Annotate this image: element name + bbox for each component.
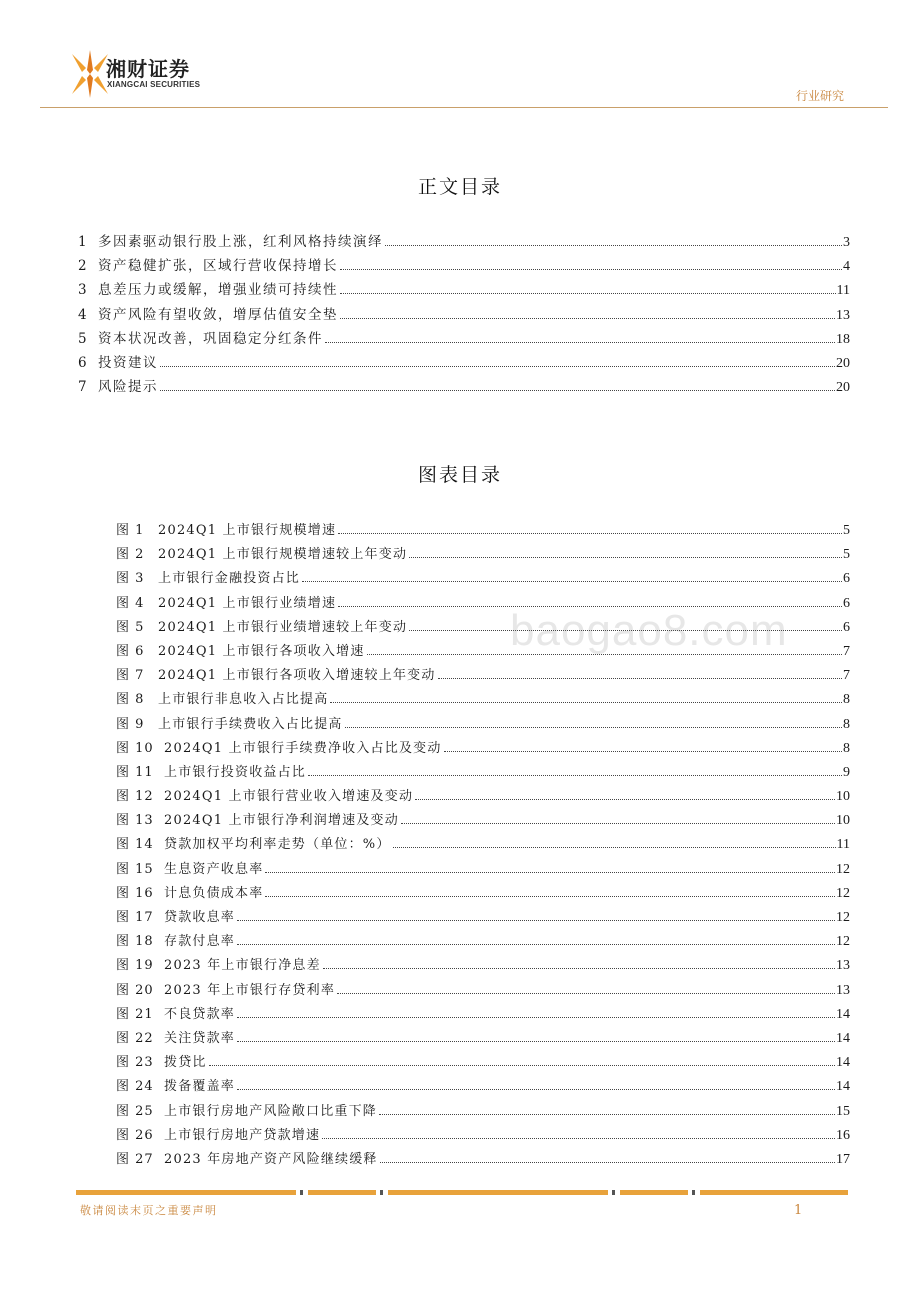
figure-label[interactable]: 贷款收息率 <box>164 910 236 925</box>
toc-dot-leader <box>385 244 842 246</box>
figure-dot-leader <box>438 677 842 679</box>
report-type-label: 行业研究 <box>795 89 844 103</box>
figure-dot-leader <box>409 629 842 631</box>
xiangcai-logo-icon <box>70 48 110 100</box>
toc-entry[interactable] <box>78 278 850 302</box>
figure-label[interactable]: 2023 年上市银行存贷利率 <box>164 982 336 998</box>
figure-label[interactable]: 上市银行房地产风险敞口比重下降 <box>164 1103 378 1119</box>
figure-page: 13 <box>836 958 850 974</box>
figure-toc-entry[interactable] <box>116 979 850 1003</box>
figure-page: 6 <box>843 595 850 611</box>
figure-number: 图 16 <box>116 885 154 901</box>
header-divider <box>40 107 888 108</box>
figure-page: 14 <box>836 1030 850 1046</box>
figure-label[interactable]: 2024Q1 上市银行各项收入增速较上年变动 <box>158 668 436 684</box>
figure-dot-leader <box>401 822 835 824</box>
figure-toc-list <box>116 519 850 1172</box>
toc-entry[interactable] <box>78 351 850 375</box>
figure-toc-entry[interactable] <box>116 906 850 930</box>
figure-dot-leader <box>265 871 835 873</box>
figure-dot-leader <box>444 750 842 752</box>
figure-number: 图 4 <box>116 595 145 611</box>
toc-entry-page: 11 <box>836 283 850 299</box>
figure-page: 6 <box>843 571 850 587</box>
figure-label[interactable]: 2024Q1 上市银行手续费净收入占比及变动 <box>164 740 442 756</box>
toc-entry-label[interactable]: 资产稳健扩张，区域行营收保持增长 <box>98 258 338 275</box>
toc-entry-number: 5 <box>78 330 87 347</box>
figure-page: 10 <box>836 789 850 805</box>
figure-toc-entry[interactable] <box>116 882 850 906</box>
figure-dot-leader <box>209 1064 835 1066</box>
figure-dot-leader <box>330 701 842 703</box>
figure-toc-entry[interactable] <box>116 930 850 954</box>
toc-entry[interactable] <box>78 375 850 399</box>
figure-number: 图 10 <box>116 740 154 756</box>
figure-label[interactable]: 生息资产收息率 <box>164 861 264 877</box>
figure-label[interactable]: 上市银行房地产贷款增速 <box>164 1127 321 1143</box>
figure-page: 5 <box>843 523 850 538</box>
figure-dot-leader <box>415 798 835 800</box>
figure-dot-leader <box>237 919 835 921</box>
figure-number: 图 1 <box>116 523 145 538</box>
figure-page: 12 <box>836 934 850 950</box>
figure-toc-entry[interactable] <box>116 1051 850 1075</box>
figure-number: 图 23 <box>116 1055 154 1071</box>
figure-dot-leader <box>322 1137 835 1139</box>
figure-dot-leader <box>302 580 842 582</box>
page-header <box>0 0 920 110</box>
figure-dot-leader <box>265 895 835 897</box>
figure-toc-entry[interactable] <box>116 833 850 857</box>
toc-dot-leader <box>340 292 836 294</box>
figure-toc-entry[interactable] <box>116 713 850 737</box>
brand-name-cn: 湘财证券 <box>106 57 190 81</box>
figure-number: 图 5 <box>116 619 145 635</box>
figure-dot-leader <box>380 1161 835 1163</box>
figure-page: 12 <box>836 885 850 901</box>
figure-number: 图 25 <box>116 1103 154 1119</box>
toc-entry[interactable] <box>78 230 850 254</box>
figure-number: 图 22 <box>116 1030 154 1046</box>
figure-dot-leader <box>338 532 842 534</box>
footer-decorative-bar <box>76 1190 848 1195</box>
figure-number: 图 27 <box>116 1151 154 1167</box>
figure-page: 10 <box>836 813 850 829</box>
toc-entry-page: 20 <box>836 355 850 371</box>
figure-dot-leader <box>237 1040 835 1042</box>
toc-entry-label[interactable]: 投资建议 <box>98 354 158 371</box>
figure-page: 7 <box>843 643 850 659</box>
figure-page: 12 <box>836 861 850 877</box>
toc-entry[interactable] <box>78 327 850 351</box>
figure-page: 8 <box>843 740 850 756</box>
toc-entry-page: 3 <box>843 235 850 250</box>
figure-number: 图 15 <box>116 861 154 877</box>
figure-dot-leader <box>345 726 842 728</box>
figure-page: 13 <box>836 982 850 998</box>
figure-label[interactable]: 2024Q1 上市银行规模增速 <box>158 523 337 538</box>
figure-toc-entry[interactable] <box>116 1003 850 1027</box>
watermark: baogao8.com <box>510 606 788 655</box>
toc-dot-leader <box>340 268 842 270</box>
figure-toc-entry[interactable] <box>116 954 850 978</box>
figure-number: 图 19 <box>116 958 154 974</box>
toc-entry[interactable] <box>78 254 850 278</box>
figure-number: 图 9 <box>116 716 145 732</box>
figure-toc-entry[interactable] <box>116 616 850 640</box>
toc-dot-leader <box>340 317 835 319</box>
figure-page: 6 <box>843 619 850 635</box>
figure-label[interactable]: 2023 年上市银行净息差 <box>164 958 321 974</box>
figure-dot-leader <box>409 556 842 558</box>
figure-page: 17 <box>836 1151 850 1167</box>
toc-entry[interactable] <box>78 303 850 327</box>
toc-entry-number: 3 <box>78 282 87 299</box>
figure-page: 14 <box>836 1006 850 1022</box>
figure-page: 5 <box>843 547 850 563</box>
figure-dot-leader <box>379 1113 835 1115</box>
figure-dot-leader <box>337 992 835 994</box>
figure-toc-entry[interactable] <box>116 567 850 591</box>
figure-toc-entry[interactable] <box>116 543 850 567</box>
figure-page: 14 <box>836 1055 850 1071</box>
figure-toc-entry[interactable] <box>116 1027 850 1051</box>
figure-number: 图 7 <box>116 668 145 684</box>
figure-toc-entry[interactable] <box>116 785 850 809</box>
figure-label[interactable]: 2024Q1 上市银行规模增速较上年变动 <box>158 547 408 563</box>
figure-toc-entry[interactable] <box>116 592 850 616</box>
figure-label[interactable]: 上市银行投资收益占比 <box>164 764 307 780</box>
figure-toc-entry[interactable] <box>116 1148 850 1172</box>
figure-page: 12 <box>836 910 850 925</box>
figure-page: 9 <box>843 764 850 780</box>
toc-entry-page: 4 <box>843 259 850 275</box>
figure-page: 15 <box>836 1103 850 1119</box>
figure-dot-leader <box>338 605 842 607</box>
figure-label[interactable]: 上市银行非息收入占比提高 <box>158 692 329 708</box>
figure-number: 图 21 <box>116 1006 154 1022</box>
figure-label[interactable]: 2024Q1 上市银行各项收入增速 <box>158 643 365 659</box>
figure-label[interactable]: 2024Q1 上市银行营业收入增速及变动 <box>164 789 414 805</box>
figure-page: 11 <box>836 837 850 853</box>
figure-toc-entry[interactable] <box>116 1100 850 1124</box>
figure-number: 图 18 <box>116 934 154 950</box>
figure-number: 图 26 <box>116 1127 154 1143</box>
figure-toc-entry[interactable] <box>116 1124 850 1148</box>
figure-dot-leader <box>237 1088 835 1090</box>
footer-page-number: 1 <box>794 1203 803 1218</box>
toc-entry-label[interactable]: 风险提示 <box>98 379 158 396</box>
figure-number: 图 17 <box>116 910 154 925</box>
figure-label[interactable]: 贷款加权平均利率走势（单位：%） <box>164 837 391 853</box>
figure-label[interactable]: 2024Q1 上市银行业绩增速较上年变动 <box>158 619 408 635</box>
main-toc-title: 正文目录 <box>417 176 502 198</box>
figure-label[interactable]: 上市银行手续费收入占比提高 <box>158 716 343 732</box>
figure-label[interactable]: 计息负债成本率 <box>164 885 264 901</box>
figure-label[interactable]: 2024Q1 上市银行净利润增速及变动 <box>164 813 399 829</box>
figure-page: 8 <box>843 692 850 708</box>
figure-label[interactable]: 拨备覆盖率 <box>164 1079 236 1095</box>
figure-label[interactable]: 关注贷款率 <box>164 1030 236 1046</box>
toc-entry-number: 7 <box>78 379 87 396</box>
figure-toc-entry[interactable] <box>116 737 850 761</box>
figure-toc-title: 图表目录 <box>417 464 502 486</box>
figure-toc-entry[interactable] <box>116 809 850 833</box>
figure-dot-leader <box>393 846 836 848</box>
toc-entry-page: 13 <box>836 307 850 323</box>
figure-dot-leader <box>367 653 842 655</box>
toc-entry-label[interactable]: 资本状况改善，巩固稳定分红条件 <box>98 330 323 347</box>
figure-dot-leader <box>237 943 835 945</box>
figure-number: 图 8 <box>116 692 145 708</box>
figure-label[interactable]: 2024Q1 上市银行业绩增速 <box>158 595 337 611</box>
figure-number: 图 11 <box>116 764 154 780</box>
figure-dot-leader <box>237 1016 835 1018</box>
figure-toc-entry[interactable] <box>116 664 850 688</box>
toc-entry-label[interactable]: 多因素驱动银行股上涨，红利风格持续演绎 <box>98 234 383 250</box>
toc-entry-number: 4 <box>78 306 87 323</box>
figure-number: 图 3 <box>116 571 145 587</box>
toc-entry-number: 1 <box>78 234 87 250</box>
figure-label[interactable]: 不良贷款率 <box>164 1006 236 1022</box>
toc-dot-leader <box>160 365 835 367</box>
toc-dot-leader <box>160 389 835 391</box>
figure-toc-entry[interactable] <box>116 858 850 882</box>
figure-page: 8 <box>843 716 850 732</box>
figure-label[interactable]: 上市银行金融投资占比 <box>158 571 301 587</box>
figure-label[interactable]: 拨贷比 <box>164 1055 207 1071</box>
figure-number: 图 12 <box>116 789 154 805</box>
toc-entry-label[interactable]: 资产风险有望收敛，增厚估值安全垫 <box>98 306 338 323</box>
figure-toc-entry[interactable] <box>116 1075 850 1099</box>
figure-label[interactable]: 存款付息率 <box>164 934 236 950</box>
figure-dot-leader <box>308 774 842 776</box>
figure-number: 图 20 <box>116 982 154 998</box>
toc-entry-page: 18 <box>836 331 850 347</box>
figure-number: 图 13 <box>116 813 154 829</box>
toc-entry-number: 2 <box>78 258 87 275</box>
toc-entry-page: 20 <box>836 380 850 396</box>
figure-page: 16 <box>836 1127 850 1143</box>
footer-disclaimer-note: 敬请阅读末页之重要声明 <box>80 1204 218 1217</box>
figure-toc-entry[interactable] <box>116 761 850 785</box>
figure-number: 图 6 <box>116 643 145 659</box>
figure-page: 14 <box>836 1079 850 1095</box>
brand-name-en: XIANGCAI SECURITIES <box>107 80 201 89</box>
figure-dot-leader <box>323 967 835 969</box>
main-toc-list <box>78 230 850 399</box>
toc-entry-number: 6 <box>78 354 87 371</box>
figure-toc-entry[interactable] <box>116 519 850 543</box>
figure-number: 图 24 <box>116 1079 154 1095</box>
figure-number: 图 14 <box>116 837 154 853</box>
figure-number: 图 2 <box>116 547 145 563</box>
figure-page: 7 <box>843 668 850 684</box>
toc-dot-leader <box>325 341 835 343</box>
figure-toc-entry[interactable] <box>116 688 850 712</box>
figure-toc-entry[interactable] <box>116 640 850 664</box>
toc-entry-label[interactable]: 息差压力或缓解，增强业绩可持续性 <box>98 282 338 299</box>
figure-label[interactable]: 2023 年房地产资产风险继续缓释 <box>164 1151 378 1167</box>
